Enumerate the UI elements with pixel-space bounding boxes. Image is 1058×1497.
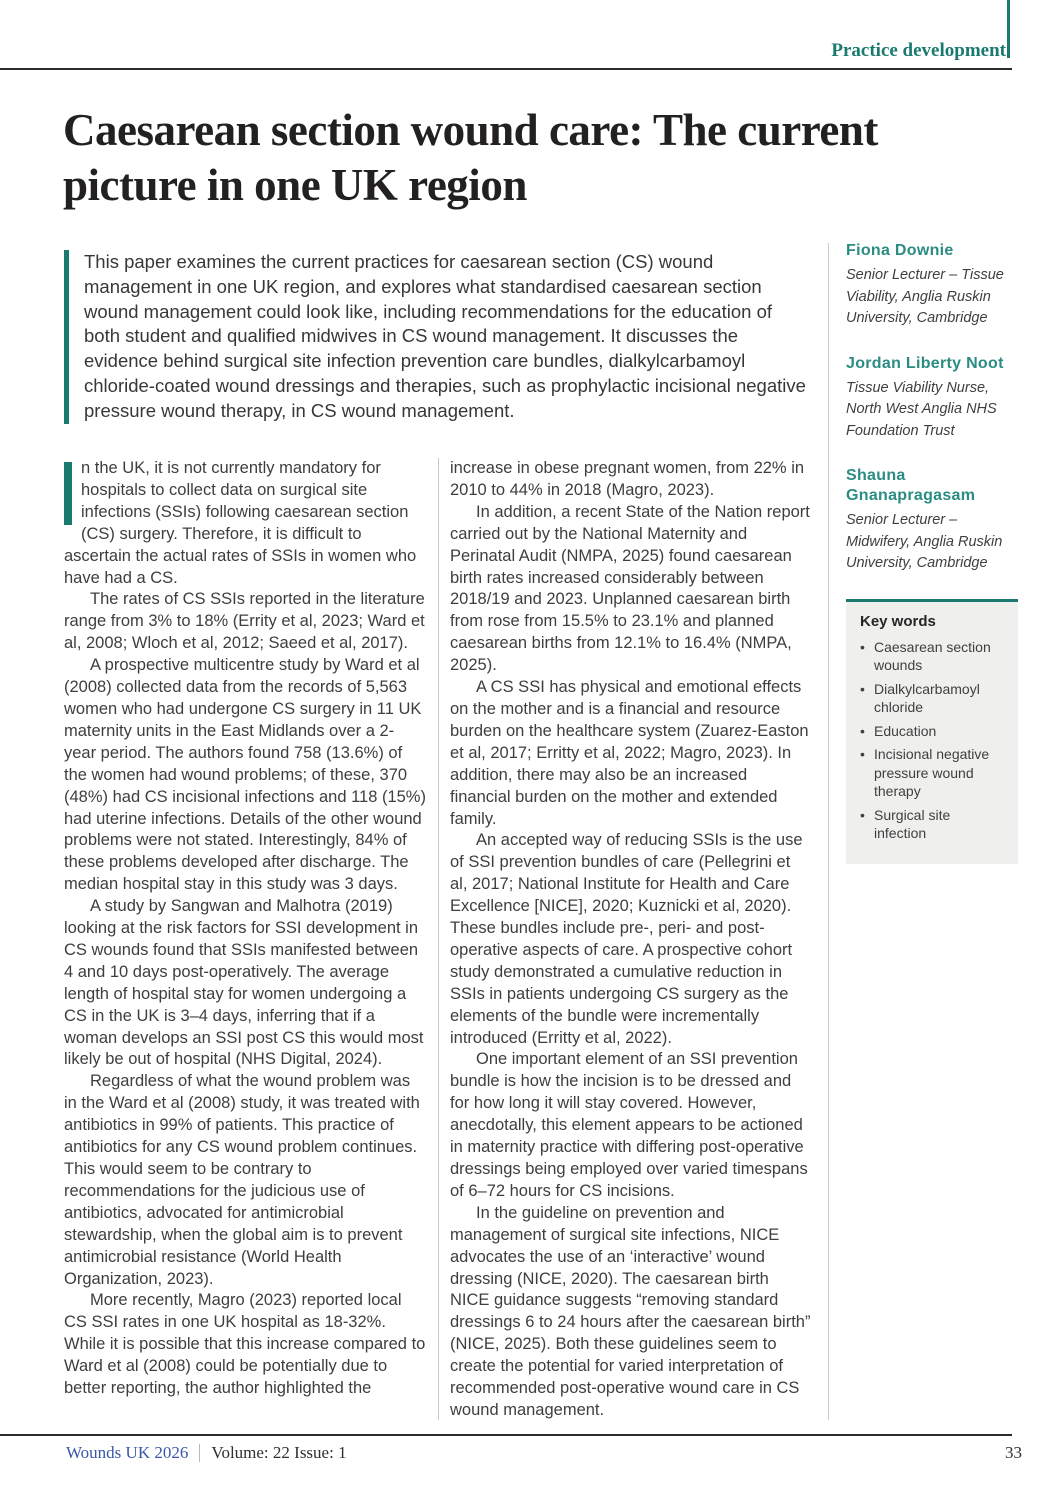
keyword-text: Education bbox=[874, 722, 937, 739]
author-role: Senior Lecturer – Midwifery, Anglia Ruskin University, Cambridge bbox=[846, 512, 1003, 571]
keyword-item bbox=[860, 806, 1006, 843]
author-sidebar bbox=[846, 241, 1018, 864]
footer bbox=[66, 1443, 347, 1463]
body-paragraph: A study by Sangwan and Malhotra (2019) looking at the risk factors for SSI development in CS wounds found that SSIs manifested between 4 and 10 days post-operatively. The average length of hospital stay for women undergoing a CS in the UK is 3–4 days, inferring that if a woman develops an SSI post CS this would most likely be out of hospital (NHS Digital, 2024). bbox=[64, 897, 424, 1069]
section-label: Practice development bbox=[831, 40, 1006, 61]
body-paragraph: The rates of CS SSIs reported in the literature range from 3% to 18% (Errity et al, 2023; Ward et al, 2008; Wloch et al, 2012; Saeed et al, 2017). bbox=[64, 590, 425, 653]
body-paragraph: Regardless of what the wound problem was in the Ward et al (2008) study, it was treated with antibiotics in 99% of patients. This practice of antibiotics for any CS wound problem continues. This would seem to be contrary to recommendations for the judicious use of antibiotics, advocated for antimicrobial stewardship, when the global aim is to prevent antimicrobial resistance (World Health Organization, 2023). bbox=[64, 1072, 420, 1288]
bullet-icon bbox=[860, 806, 874, 843]
top-right-accent-bar bbox=[1007, 0, 1010, 58]
abstract: This paper examines the current practices for caesarean section (CS) wound management in one UK region, and explores what standardised caesarean section wound management could look like, including recommendations for the education of both student and qualified midwives in CS wound management. It discusses the evidence behind surgical site infection prevention care bundles, dialkylcarbamoyl chloride-coated wound dressings and therapies, such as prophylactic incisional negative pressure wound therapy, in CS wound management. bbox=[64, 250, 812, 424]
body-paragraph: More recently, Magro (2023) reported local CS SSI rates in one UK hospital as 18-32%. While it is possible that this increase compared to Ward et al (2008) could be potentially due to better reporting, the author highlighted the bbox=[64, 1291, 426, 1398]
page-number: 33 bbox=[1005, 1443, 1022, 1462]
bullet-icon bbox=[860, 745, 874, 801]
keywords-box bbox=[846, 599, 1018, 864]
column-divider bbox=[438, 458, 439, 1420]
body-paragraph: A CS SSI has physical and emotional effects on the mother and is a financial and resource burden on the healthcare system (Zuarez-Easton et al, 2017; Erritty et al, 2022; Magro, 2023). In addition, there may also be an increased financial burden on the mother and extended family. bbox=[450, 678, 809, 828]
body-column-2 bbox=[450, 458, 812, 1422]
body-paragraph: An accepted way of reducing SSIs is the use of SSI prevention bundles of care (Pellegrini et al, 2017; National Institute for Health and Care Excellence [NICE], 2020; Kuznicki et al, 2020). These bundles include pre-, peri- and post-operative aspects of care. A prospective cohort study demonstrated a cumulative reduction in SSIs in patients undergoing CS surgery as the elements of the bundle were incrementally introduced (Erritty et al, 2022). bbox=[450, 831, 803, 1047]
dropcap-initial bbox=[64, 462, 72, 525]
body-paragraph: One important element of an SSI prevention bundle is how the incision is to be dressed and for how long it will stay covered. However, anecdotally, this element appears to be actioned in maternity practice with differing post-operative dressings being employed over varied timespans of 6–72 hours for CS incisions. bbox=[450, 1050, 808, 1200]
body-column-1 bbox=[64, 458, 426, 1400]
keyword-item bbox=[860, 680, 1006, 717]
author-block bbox=[846, 466, 1018, 575]
article-title: Caesarean section wound care: The current picture in one UK region bbox=[63, 105, 878, 210]
bullet-icon bbox=[860, 680, 874, 717]
paragraph-text: n the UK, it is not currently mandatory for hospitals to collect data on surgical site infections (SSIs) following caesarean section (CS) surgery. Therefore, it is difficult to ascertain the actual rates of SSIs in women who have had a CS. bbox=[64, 459, 417, 587]
body-paragraph: increase in obese pregnant women, from 22% in 2010 to 44% in 2018 (Magro, 2023). bbox=[450, 459, 805, 499]
author-name: Jordan Liberty Noot bbox=[846, 354, 1004, 372]
keywords-heading: Key words bbox=[860, 612, 936, 630]
body-paragraph: In the guideline on prevention and management of surgical site infections, NICE advocates the use of an ‘interactive’ wound dressing (NICE, 2020). The caesarean birth NICE guidance suggests “removing standard dressings 6 to 24 hours after the caesarean birth” (NICE, 2025). Both these guidelines seem to create the potential for varied interpretation of recommended post-operative wound care in CS wound management. bbox=[450, 1203, 811, 1419]
keyword-text: Incisional negative pressure wound therapy bbox=[874, 746, 990, 799]
keyword-item bbox=[860, 638, 1006, 675]
keyword-text: Caesarean section wounds bbox=[874, 638, 991, 673]
footer-separator bbox=[199, 1444, 200, 1462]
bullet-icon bbox=[860, 638, 874, 675]
keyword-item bbox=[860, 722, 1006, 741]
author-name: Fiona Downie bbox=[846, 242, 954, 259]
volume-issue: Volume: 22 Issue: 1 bbox=[211, 1443, 347, 1462]
footer-rule bbox=[0, 1434, 1012, 1436]
body-paragraph bbox=[64, 458, 426, 589]
bullet-icon bbox=[860, 722, 874, 741]
header-rule bbox=[0, 68, 1012, 70]
sidebar-divider bbox=[828, 243, 829, 1420]
author-role: Tissue Viability Nurse, North West Anglia NHS Foundation Trust bbox=[846, 379, 997, 439]
keyword-text: Surgical site infection bbox=[874, 806, 951, 841]
author-role: Senior Lecturer – Tissue Viability, Anglia Ruskin University, Cambridge bbox=[846, 267, 1004, 326]
keyword-text: Dialkylcarbamoyl chloride bbox=[874, 680, 980, 715]
body-paragraph: A prospective multicentre study by Ward et al (2008) collected data from the records of 5,563 women who had undergone CS surgery in 11 UK maternity units in the East Midlands over a 2-year period. The authors found 758 (13.6%) of the women had wound problems; of these, 370 (48%) had CS incisional infections and 118 (15%) had uterine infections. Details of the other wound problems were not stated. Interestingly, 84% of these problems developed after discharge. The median hospital stay in this study was 3 days. bbox=[64, 656, 426, 894]
author-block bbox=[846, 354, 1018, 443]
keyword-item bbox=[860, 745, 1006, 801]
author-name: Shauna Gnanapragasam bbox=[846, 467, 976, 504]
author-block bbox=[846, 241, 1018, 330]
body-paragraph: In addition, a recent State of the Nation report carried out by the National Maternity and Perinatal Audit (NMPA, 2025) found caesarean birth rates increased considerably between 2018/19 and 2023. Unplanned caesarean birth from rose from 15.5% to 23.1% and planned caesarean births from 12.1% to 16.4% (NMPA, 2025). bbox=[450, 502, 810, 675]
journal-name: Wounds UK 2026 bbox=[66, 1443, 189, 1462]
